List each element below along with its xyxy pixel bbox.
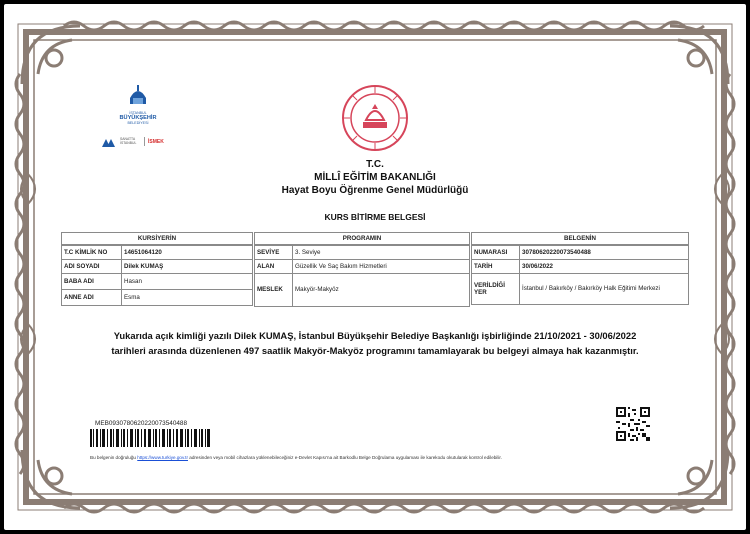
ismek-text-b: İSTANBUL	[120, 141, 137, 145]
name-label: ADI SOYADI	[62, 260, 122, 274]
section-document: BELGENİN	[471, 232, 689, 245]
date-label: TARİH	[472, 260, 520, 274]
certificate-sheet	[4, 4, 746, 530]
date-value: 30/06/2022	[520, 260, 689, 274]
verify-link[interactable]: https://www.turkiye.gov.tr	[137, 455, 188, 460]
name-value: Dilek KUMAŞ	[122, 260, 253, 274]
place-label: VERİLDİĞİ YER	[472, 274, 520, 305]
mother-label: ANNE ADI	[62, 290, 122, 306]
section-program: PROGRAMIN	[254, 232, 470, 245]
ismek-text-a: SANATTA	[120, 137, 136, 141]
number-value: 307806202200735404​88	[520, 246, 689, 260]
barcode-number: MEB093078062022007354048​8	[95, 420, 188, 427]
table-row	[62, 274, 253, 290]
table-row	[472, 274, 689, 305]
table-row	[62, 246, 253, 260]
table-row	[472, 260, 689, 274]
field-label: ALAN	[255, 260, 293, 274]
job-label: MESLEK	[255, 274, 293, 307]
verification-note	[90, 455, 670, 460]
verify-suffix: adresinden veya mobil cihazlara yüklenebileceğiniz e-Devlet Kapısı'na ait Barkodlu Belge Doğrulama uygulaması ile karekodu okutularak kontrol edilebilir.	[189, 455, 502, 460]
ibb-logo	[114, 84, 162, 125]
country-heading: T.C.	[366, 159, 384, 170]
program-table	[254, 245, 470, 307]
ibb-line1: İSTANBUL	[129, 111, 147, 115]
mother-value: Esma	[122, 290, 253, 306]
ismek-triangles-icon	[102, 136, 118, 148]
table-row	[255, 260, 470, 274]
tc-label: T.C KİMLİK NO	[62, 246, 122, 260]
ismek-logo	[102, 135, 182, 149]
table-row	[472, 246, 689, 260]
table-row	[62, 290, 253, 306]
verify-prefix: Bu belgenin doğruluğu	[90, 455, 136, 460]
ibb-line2: BÜYÜKŞEHİR	[119, 115, 157, 121]
ibb-emblem-icon	[128, 84, 148, 106]
trainee-table	[61, 245, 253, 306]
statement-line-2: tarihleri arasında düzenlenen 497 saatlik Makyör-Makyöz programını tamamlayarak bu belgeyi almaya hak kazanmıştır.	[111, 345, 639, 356]
ministry-heading: MİLLÎ EĞİTİM BAKANLIĞI	[314, 172, 436, 183]
qr-code[interactable]	[616, 407, 650, 441]
document-table	[471, 245, 689, 305]
table-row	[62, 260, 253, 274]
ibb-line3: BELEDİYESİ	[127, 121, 149, 125]
directorate-heading: Hayat Boyu Öğrenme Genel Müdürlüğü	[281, 185, 469, 196]
table-row	[255, 274, 470, 307]
level-value: 3. Seviye	[293, 246, 470, 260]
level-label: SEVİYE	[255, 246, 293, 260]
place-value: İstanbul / Bakırköy / Bakırköy Halk Eğitimi Merkezi	[520, 274, 689, 305]
table-row	[255, 246, 470, 260]
job-value: Makyör-Makyöz	[293, 274, 470, 307]
ismek-text-c: İSMEK	[148, 139, 164, 145]
barcode	[90, 429, 210, 447]
field-value: Güzellik Ve Saç Bakım Hizmetleri	[293, 260, 470, 274]
number-label: NUMARASI	[472, 246, 520, 260]
document-title: KURS BİTİRME BELGESİ	[324, 212, 426, 222]
tc-value: 14651064120	[122, 246, 253, 260]
father-value: Hasan	[122, 274, 253, 290]
father-label: BABA ADI	[62, 274, 122, 290]
meb-seal	[341, 84, 409, 152]
section-trainee: KURSİYERİN	[61, 232, 253, 245]
statement-line-1: Yukarıda açık kimliği yazılı Dilek KUMAŞ, İstanbul Büyükşehir Belediye Başkanlığı işbirliğinde 21/10/2021 - 30/06/2022	[113, 330, 637, 341]
